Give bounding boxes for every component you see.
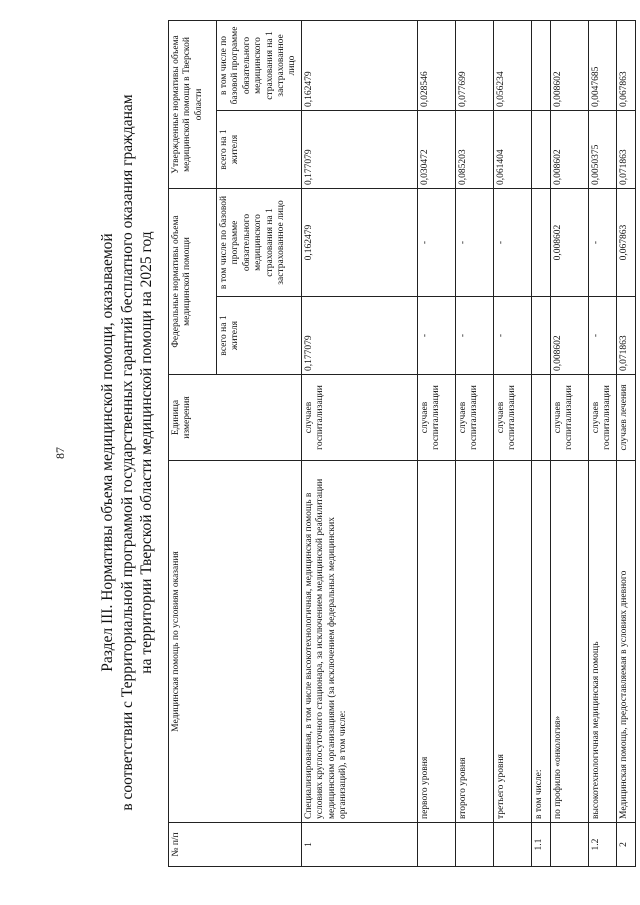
header-num: № п/п <box>169 823 302 867</box>
title-line-2: в соответствии с Территориальной программой государственных гарантий бесплатного оказания гражданам <box>119 94 136 811</box>
title-line-3: на территории Тверской области медицинской помощи на 2025 год <box>138 231 155 674</box>
row-fed-incl: 0,008602 <box>550 188 588 296</box>
row-num: 1.1 <box>531 823 550 867</box>
row-fed-total: 0,071863 <box>616 297 635 375</box>
row-fed-incl: - <box>455 188 493 296</box>
row-care: Специализированная, в том числе высокотехнологичная, медицинская помощь в условиях круглосуточного стационара, за исключением медицинской реабилитации медицинским организациями (за исключением федеральных медицинских организаций), в том числе: <box>301 461 417 823</box>
row-unit: случаев госпитализации <box>455 375 493 461</box>
header-care: Медицинская помощь по условиям оказания <box>169 461 302 823</box>
row-app-total: 0,0050375 <box>588 110 616 188</box>
row-care: первого уровня <box>417 461 455 823</box>
row-unit <box>531 375 550 461</box>
row-num <box>455 823 493 867</box>
norms-table <box>168 20 636 867</box>
header-approved: Утвержденные нормативы объема медицинской помощи в Тверской области <box>169 20 217 188</box>
header-federal: Федеральные нормативы объема медицинской помощи <box>169 188 217 374</box>
row-fed-total: - <box>455 297 493 375</box>
table-row <box>455 20 493 866</box>
table-row <box>531 20 550 866</box>
table-row <box>493 20 531 866</box>
row-fed-incl: 0,067863 <box>616 188 635 296</box>
row-fed-total: - <box>588 297 616 375</box>
row-app-total: 0,071863 <box>616 110 635 188</box>
header-approved-total: всего на 1 жителя <box>217 110 302 188</box>
row-unit: случаев госпитализации <box>550 375 588 461</box>
row-num <box>493 823 531 867</box>
header-unit: Единица измерения <box>169 375 302 461</box>
table-row <box>301 20 417 866</box>
header-federal-incl: в том числе по базовой программе обязательного медицинского страхования на 1 застрахованное лицо <box>217 188 302 296</box>
table-row <box>588 20 616 866</box>
row-app-total: 0,177079 <box>301 110 417 188</box>
row-app-total: 0,008602 <box>550 110 588 188</box>
row-app-incl: 0,056234 <box>493 20 531 110</box>
row-num: 2 <box>616 823 635 867</box>
row-fed-total: - <box>417 297 455 375</box>
row-care: высокотехнологичная медицинская помощь <box>588 461 616 823</box>
row-fed-incl: - <box>417 188 455 296</box>
table-row <box>550 20 588 866</box>
row-app-incl: 0,077699 <box>455 20 493 110</box>
row-unit: случаев госпитализации <box>301 375 417 461</box>
row-num: 1 <box>301 823 417 867</box>
row-app-incl: 0,028546 <box>417 20 455 110</box>
row-unit: случаев госпитализации <box>417 375 455 461</box>
row-care: в том числе: <box>531 461 550 823</box>
row-app-total: 0,085203 <box>455 110 493 188</box>
row-app-incl: 0,008602 <box>550 20 588 110</box>
row-num <box>417 823 455 867</box>
header-approved-incl: в том числе по базовой программе обязательного медицинского страхования на 1 застрахованное лицо <box>217 20 302 110</box>
row-num <box>550 823 588 867</box>
table-row <box>417 20 455 866</box>
table-row <box>616 20 635 866</box>
row-care: Медицинская помощь, предоставляемая в условиях дневного <box>616 461 635 823</box>
row-fed-incl: 0,162479 <box>301 188 417 296</box>
row-care: третьего уровня <box>493 461 531 823</box>
page-number: 87 <box>53 447 67 459</box>
row-num: 1.2 <box>588 823 616 867</box>
row-unit: случаев госпитализации <box>588 375 616 461</box>
row-fed-total: 0,008602 <box>550 297 588 375</box>
row-app-incl <box>531 20 550 110</box>
header-federal-total: всего на 1 жителя <box>217 297 302 375</box>
row-unit: случаев госпитализации <box>493 375 531 461</box>
row-fed-total: - <box>493 297 531 375</box>
row-app-incl: 0,067863 <box>616 20 635 110</box>
title-line-1: Раздел III. Нормативы объема медицинской помощи, оказываемой <box>99 233 116 672</box>
row-care: второго уровня <box>455 461 493 823</box>
row-app-total: 0,030472 <box>417 110 455 188</box>
row-app-incl: 0,162479 <box>301 20 417 110</box>
row-fed-incl <box>531 188 550 296</box>
row-app-total <box>531 110 550 188</box>
row-unit: случаев лечения <box>616 375 635 461</box>
row-fed-total: 0,177079 <box>301 297 417 375</box>
row-app-incl: 0,0047685 <box>588 20 616 110</box>
row-app-total: 0,061404 <box>493 110 531 188</box>
row-fed-total <box>531 297 550 375</box>
row-fed-incl: - <box>493 188 531 296</box>
row-care: по профилю «онкология» <box>550 461 588 823</box>
row-fed-incl: - <box>588 188 616 296</box>
